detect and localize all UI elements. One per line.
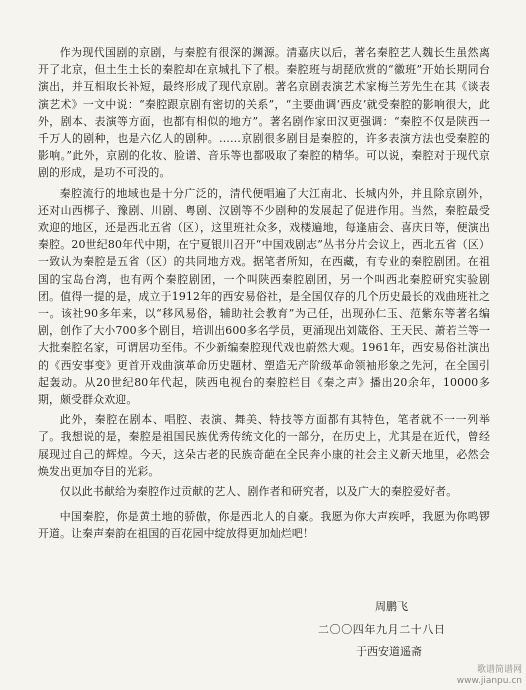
watermark-url: www.jianpu.cn xyxy=(456,676,522,686)
signature-place: 于西安道遥斋 xyxy=(356,645,422,658)
watermark-site-name: 歌谱简谱网 xyxy=(476,665,522,675)
paragraph-features: 此外，秦腔在剧本、唱腔、表演、舞美、特技等方面都有其特色，笔者就不一一列举了。我想说的是，秦腔是祖国民族优秀传统文化的一部分，在历史上，尤其是在近代，曾经展现过自己的辉煌。今天，这朵古老的民族奇葩在全民奔小康的社会主义新天地里，必然会焕发出更加夺目的光彩。 xyxy=(38,413,490,478)
signature-date: 二〇〇四年九月二十八日 xyxy=(318,623,446,636)
site-watermark xyxy=(457,665,522,687)
preface-body xyxy=(38,44,490,546)
paragraph-closing: 中国秦腔，你是黄土地的骄傲，你是西北人的自豪。我愿为你大声疾呼，我愿为你鸣锣开道。让秦声秦韵在祖国的百花园中绽放得更加灿烂吧！ xyxy=(38,510,490,541)
paragraph-peking-opera: 作为现代国剧的京剧，与秦腔有很深的渊源。清嘉庆以后，著名秦腔艺人魏长生虽然离开了北京，但土生土长的秦腔却在京城扎下了根。秦腔班与胡琵欣赏的“徽班”开始长期同台演出，并互相取长补短，最终形成了现代京剧。著名京剧表演艺术家梅兰芳先生在其《谈表演艺术》一文中说：“秦腔跟京剧有密切的关系”，“主要曲调‘西皮’就受秦腔的影响很大，此外，剧本、表演等方面，也都有相似的地方”。著名剧作家田汉更强调：“秦腔不仅是陕西一千万人的剧种，也是六亿人的剧种。……京剧很多剧目是秦腔的，许多表演方法也受秦腔的影响。”此外，京剧的化妆、脸谱、音乐等也都吸取了秦腔的精华。可以说，秦腔对于现代京剧的形成，是功不可没的。 xyxy=(38,46,490,180)
paragraph-dedication: 仅以此书献给为秦腔作过贡献的艺人、剧作者和研究者，以及广大的秦腔爱好者。 xyxy=(59,485,458,499)
signature-name: 周鹏飞 xyxy=(375,600,408,613)
paragraph-spread: 秦腔流行的地域也是十分广泛的，清代便唱遍了大江南北、长城内外，并且除京剧外，还对山西梆子、豫剧、川剧、粤剧、汉剧等不少剧种的发展起了促进作用。当然，秦腔最受欢迎的地区，还是西北五省（区），这里班社众多，戏楼遍地，每逢庙会、喜庆日等，便演出秦腔。20世纪80年代中期，在宁夏银川召开“中国戏剧志”丛书分片会议上，西北五省（区）一致认为秦腔是五省（区）的共同地方戏。据笔者所知，在西藏，有专业的秦腔剧团。在祖国的宝岛台湾，也有两个秦腔剧团，一个叫陕西秦腔剧团，另一个叫西北秦腔研究实验剧团。值得一提的是，成立于1912年的西安易俗社，是全国仅存的几个历史最长的戏曲班社之一。该社90多年来，以“移风易俗，辅助社会教育”为己任，出现孙仁玉、范紫东等著名编剧，创作了大小700多个剧目，培训出600多名学员，更涌现出刘箴俗、王天民、萧若兰等一大批秦腔名家，可谓居功至伟。不少新编秦腔现代戏也蔚然大观。1961年，西安易俗社演出的《西安事变》更首开戏曲演革命历史题材、塑造无产阶级革命领袖形象之先河，在全国引起轰动。从20世纪80年代起，陕西电视台的秦腔栏目《秦之声》播出20余年，10000多期，颇受群众欢迎。 xyxy=(38,186,490,407)
